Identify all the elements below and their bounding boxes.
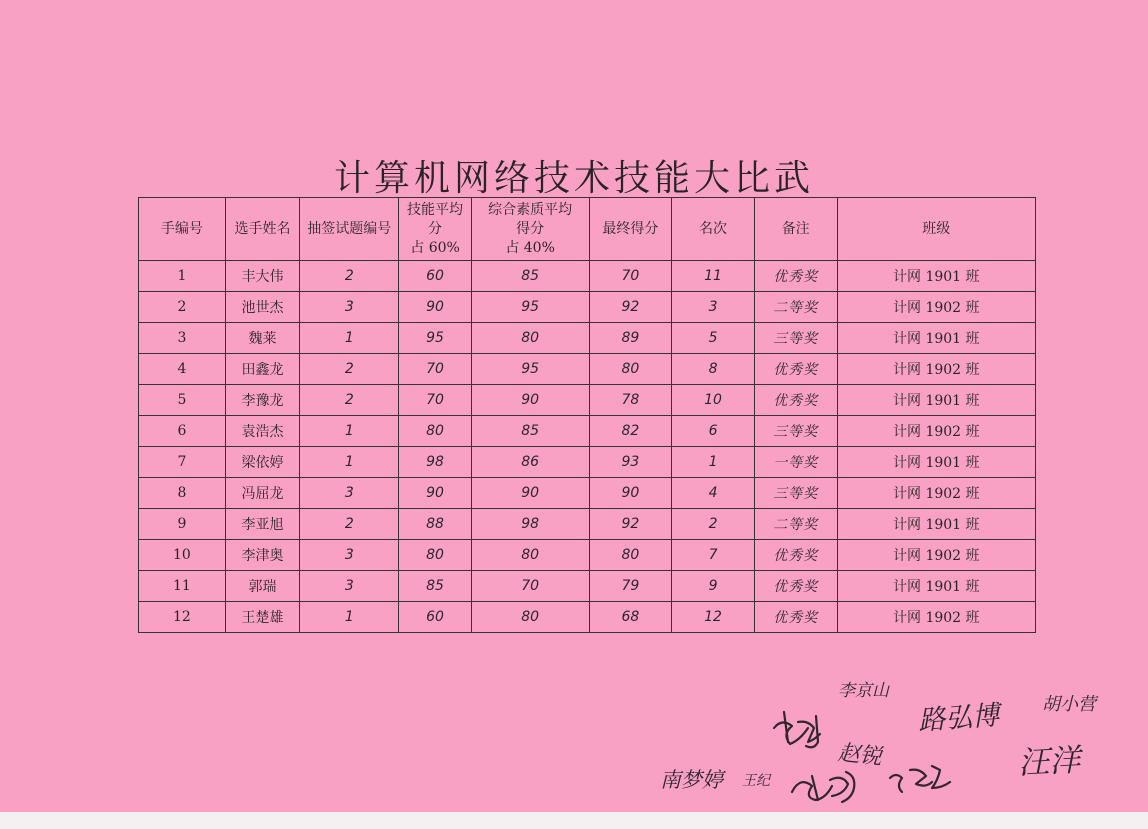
cell-class: 计网 1901 班: [837, 509, 1035, 540]
cell-rank: 9: [672, 571, 755, 602]
column-header: [300, 198, 399, 261]
cell-skill-score: 60: [399, 602, 471, 633]
cell-number: 8: [139, 478, 226, 509]
cell-quality-score: 70: [471, 571, 589, 602]
cell-number: 6: [139, 416, 226, 447]
cell-quality-score: 80: [471, 602, 589, 633]
table-body: [139, 261, 1036, 633]
cell-number: 5: [139, 385, 226, 416]
cell-question: 3: [300, 478, 399, 509]
cell-number: 1: [139, 261, 226, 292]
cell-quality-score: 85: [471, 416, 589, 447]
signature-zhao-rui: 赵锐: [836, 740, 883, 771]
cell-name: 魏莱: [225, 323, 299, 354]
column-header: [672, 198, 755, 261]
cell-name: 袁浩杰: [225, 416, 299, 447]
column-header-line: 班级: [922, 220, 951, 237]
cell-rank: 4: [672, 478, 755, 509]
cell-final-score: 79: [589, 571, 672, 602]
cell-rank: 8: [672, 354, 755, 385]
cell-award: 优秀奖: [754, 385, 837, 416]
cell-final-score: 92: [589, 292, 672, 323]
signature-li-jingshan: 李京山: [838, 681, 889, 701]
cell-skill-score: 90: [399, 292, 471, 323]
cell-class: 计网 1902 班: [837, 602, 1035, 633]
cell-award: 优秀奖: [754, 354, 837, 385]
column-header-line: 选手姓名: [234, 220, 291, 237]
cell-name: 郭瑞: [225, 571, 299, 602]
cell-class: 计网 1902 班: [837, 540, 1035, 571]
signature-wang-yang: 汪洋: [1017, 742, 1082, 782]
cell-question: 1: [300, 447, 399, 478]
table-row: [139, 478, 1036, 509]
table-row: [139, 261, 1036, 292]
cell-quality-score: 98: [471, 509, 589, 540]
table-row: [139, 416, 1036, 447]
cell-award: 三等奖: [754, 323, 837, 354]
cell-question: 1: [300, 602, 399, 633]
signature-nan-mengting: 南梦婷: [660, 768, 723, 792]
cell-name: 冯屈龙: [225, 478, 299, 509]
cell-rank: 10: [672, 385, 755, 416]
cell-question: 1: [300, 416, 399, 447]
cell-question: 3: [300, 292, 399, 323]
cell-skill-score: 98: [399, 447, 471, 478]
cell-final-score: 92: [589, 509, 672, 540]
column-header: [589, 198, 672, 261]
cell-number: 4: [139, 354, 226, 385]
cell-final-score: 93: [589, 447, 672, 478]
column-header: [399, 198, 471, 261]
cell-class: 计网 1901 班: [837, 447, 1035, 478]
cell-skill-score: 90: [399, 478, 471, 509]
cell-award: 一等奖: [754, 447, 837, 478]
column-header-line: 占 40%: [505, 239, 555, 256]
cell-number: 10: [139, 540, 226, 571]
cell-name: 田鑫龙: [225, 354, 299, 385]
cell-class: 计网 1901 班: [837, 385, 1035, 416]
cell-skill-score: 80: [399, 416, 471, 447]
cell-question: 2: [300, 509, 399, 540]
cell-rank: 1: [672, 447, 755, 478]
cell-quality-score: 80: [471, 540, 589, 571]
cell-question: 3: [300, 540, 399, 571]
cell-skill-score: 70: [399, 354, 471, 385]
cell-quality-score: 90: [471, 385, 589, 416]
document-title: 计算机网络技术技能大比武: [333, 158, 814, 199]
cell-skill-score: 60: [399, 261, 471, 292]
column-header-line: 分: [428, 220, 443, 237]
cell-class: 计网 1901 班: [837, 571, 1035, 602]
cell-name: 李豫龙: [225, 385, 299, 416]
scan-background: [0, 812, 1148, 829]
cell-question: 3: [300, 571, 399, 602]
cell-class: 计网 1902 班: [837, 354, 1035, 385]
cell-rank: 3: [672, 292, 755, 323]
cell-class: 计网 1901 班: [837, 323, 1035, 354]
cell-quality-score: 85: [471, 261, 589, 292]
cell-final-score: 70: [589, 261, 672, 292]
table-row: [139, 447, 1036, 478]
cell-quality-score: 95: [471, 354, 589, 385]
column-header-line: 抽签试题编号: [307, 220, 392, 237]
cell-award: 二等奖: [754, 509, 837, 540]
cell-quality-score: 80: [471, 323, 589, 354]
cell-number: 12: [139, 602, 226, 633]
cell-quality-score: 95: [471, 292, 589, 323]
column-header-line: 备注: [781, 220, 810, 237]
column-header: [754, 198, 837, 261]
table-row: [139, 323, 1036, 354]
score-table: [138, 197, 1036, 633]
column-header-line: 得分: [516, 220, 545, 237]
cell-rank: 5: [672, 323, 755, 354]
table-row: [139, 509, 1036, 540]
cell-skill-score: 95: [399, 323, 471, 354]
column-header-line: 综合素质平均: [488, 201, 573, 218]
cell-final-score: 89: [589, 323, 672, 354]
cell-award: 优秀奖: [754, 602, 837, 633]
cell-rank: 2: [672, 509, 755, 540]
table-row: [139, 292, 1036, 323]
table-row: [139, 602, 1036, 633]
cell-number: 7: [139, 447, 226, 478]
cell-name: 梁依婷: [225, 447, 299, 478]
cell-skill-score: 70: [399, 385, 471, 416]
table-row: [139, 540, 1036, 571]
cell-rank: 6: [672, 416, 755, 447]
cell-name: 池世杰: [225, 292, 299, 323]
column-header: [837, 198, 1035, 261]
cell-award: 优秀奖: [754, 571, 837, 602]
signature-lu-hongbo: 路弘博: [917, 700, 1001, 737]
signature-hu-xiaoying: 胡小营: [1042, 694, 1096, 715]
cell-award: 三等奖: [754, 416, 837, 447]
cell-skill-score: 80: [399, 540, 471, 571]
cell-question: 2: [300, 354, 399, 385]
cell-award: 二等奖: [754, 292, 837, 323]
table-header-row: [139, 198, 1036, 261]
cell-final-score: 68: [589, 602, 672, 633]
cell-number: 2: [139, 292, 226, 323]
cell-number: 3: [139, 323, 226, 354]
cell-quality-score: 90: [471, 478, 589, 509]
table-row: [139, 571, 1036, 602]
cell-final-score: 78: [589, 385, 672, 416]
cell-name: 李津奥: [225, 540, 299, 571]
column-header: [471, 198, 589, 261]
cell-number: 9: [139, 509, 226, 540]
cell-final-score: 82: [589, 416, 672, 447]
cell-name: 李亚旭: [225, 509, 299, 540]
signature-wang-ji: 王纪: [742, 773, 770, 789]
cell-final-score: 80: [589, 354, 672, 385]
cell-class: 计网 1901 班: [837, 261, 1035, 292]
column-header-line: 最终得分: [602, 220, 659, 237]
cell-award: 三等奖: [754, 478, 837, 509]
column-header-line: 手编号: [160, 220, 203, 237]
cell-final-score: 90: [589, 478, 672, 509]
cell-question: 2: [300, 385, 399, 416]
cell-name: 王楚雄: [225, 602, 299, 633]
cell-skill-score: 88: [399, 509, 471, 540]
cell-class: 计网 1902 班: [837, 478, 1035, 509]
cell-final-score: 80: [589, 540, 672, 571]
cell-question: 2: [300, 261, 399, 292]
cell-rank: 7: [672, 540, 755, 571]
table-row: [139, 354, 1036, 385]
cell-number: 11: [139, 571, 226, 602]
cell-quality-score: 86: [471, 447, 589, 478]
column-header-line: 占 60%: [410, 239, 460, 256]
column-header: [139, 198, 226, 261]
cell-question: 1: [300, 323, 399, 354]
handwritten-signature-scribbles: [760, 700, 1060, 810]
table-row: [139, 385, 1036, 416]
cell-skill-score: 85: [399, 571, 471, 602]
cell-class: 计网 1902 班: [837, 416, 1035, 447]
column-header-line: 名次: [699, 220, 728, 237]
cell-award: 优秀奖: [754, 261, 837, 292]
cell-name: 丰大伟: [225, 261, 299, 292]
column-header-line: 技能平均: [407, 201, 464, 218]
cell-award: 优秀奖: [754, 540, 837, 571]
column-header: [225, 198, 299, 261]
cell-class: 计网 1902 班: [837, 292, 1035, 323]
cell-rank: 11: [672, 261, 755, 292]
cell-rank: 12: [672, 602, 755, 633]
